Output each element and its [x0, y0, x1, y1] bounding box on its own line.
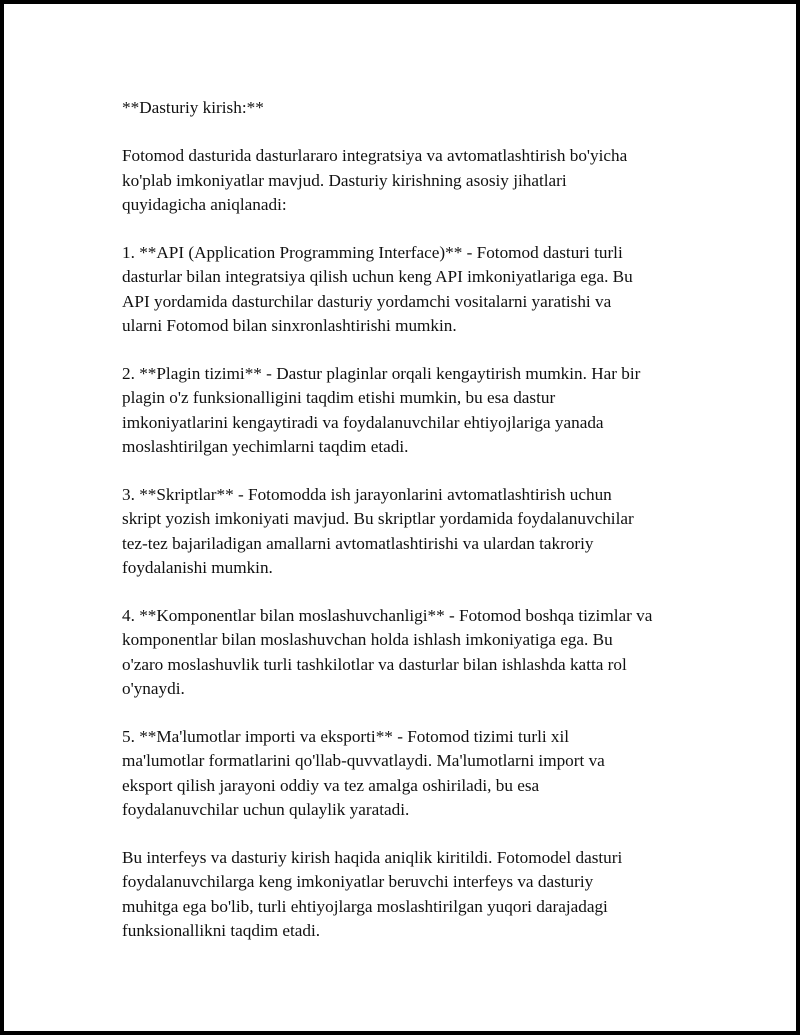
intro-paragraph: Fotomod dasturida dasturlararo integratsiya va avtomatlashtirish bo'yicha ko'plab imkoniyatlar mavjud. Dasturiy kirishning asosiy jihatlari quyidagicha aniqlanadi:: [122, 146, 628, 214]
list-item-data-import-export: 5. **Ma'lumotlar importi va eksporti** - Fotomod tizimi turli xil ma'lumotlar formatlarini qo'llab-quvvatlaydi. Ma'lumotlarni import va eksport qilish jarayoni oddiy va tez amalga oshiriladi, bu esa foydalanuvchilar uchun qulaylik yaratadi.: [122, 727, 605, 819]
list-item-component-compatibility: 4. **Komponentlar bilan moslashuvchanligi** - Fotomod boshqa tizimlar va komponentlar bilan moslashuvchan holda ishlash imkoniyatiga ega. Bu o'zaro moslashuvlik turli tashkilotlar va dasturlar bilan ishlashda katta rol o'ynaydi.: [122, 606, 653, 698]
list-item-api: 1. **API (Application Programming Interface)** - Fotomod dasturi turli dasturlar bilan integratsiya qilish uchun keng API imkoniyatlariga ega. Bu API yordamida dasturchilar dasturiy yordamchi vositalarni yaratishi va ularni Fotomod bilan sinxronlashtirishi mumkin.: [122, 243, 633, 335]
conclusion-paragraph: Bu interfeys va dasturiy kirish haqida aniqlik kiritildi. Fotomodel dasturi foydalanuvchilarga keng imkoniyatlar beruvchi interfeys va dasturiy muhitga ega bo'lib, turli ehtiyojlarga moslashtirilgan yuqori darajadagi funksionallikni taqdim etadi.: [122, 848, 623, 940]
list-item-scripts: 3. **Skriptlar** - Fotomodda ish jarayonlarini avtomatlashtirish uchun skript yozish imkoniyati mavjud. Bu skriptlar yordamida foydalanuvchilar tez-tez bajariladigan amallarni avtomatlashtirishi va ulardan takroriy foydalanishi mumkin.: [122, 485, 634, 577]
section-heading: **Dasturiy kirish:**: [122, 98, 264, 117]
document-body: [122, 96, 722, 967]
list-item-plugin-system: 2. **Plagin tizimi** - Dastur plaginlar orqali kengaytirish mumkin. Har bir plagin o'z funksionalligini taqdim etishi mumkin, bu esa dastur imkoniyatlarini kengaytiradi va foydalanuvchilar ehtiyojlariga yanada moslashtirilgan yechimlarni taqdim etadi.: [122, 364, 641, 456]
